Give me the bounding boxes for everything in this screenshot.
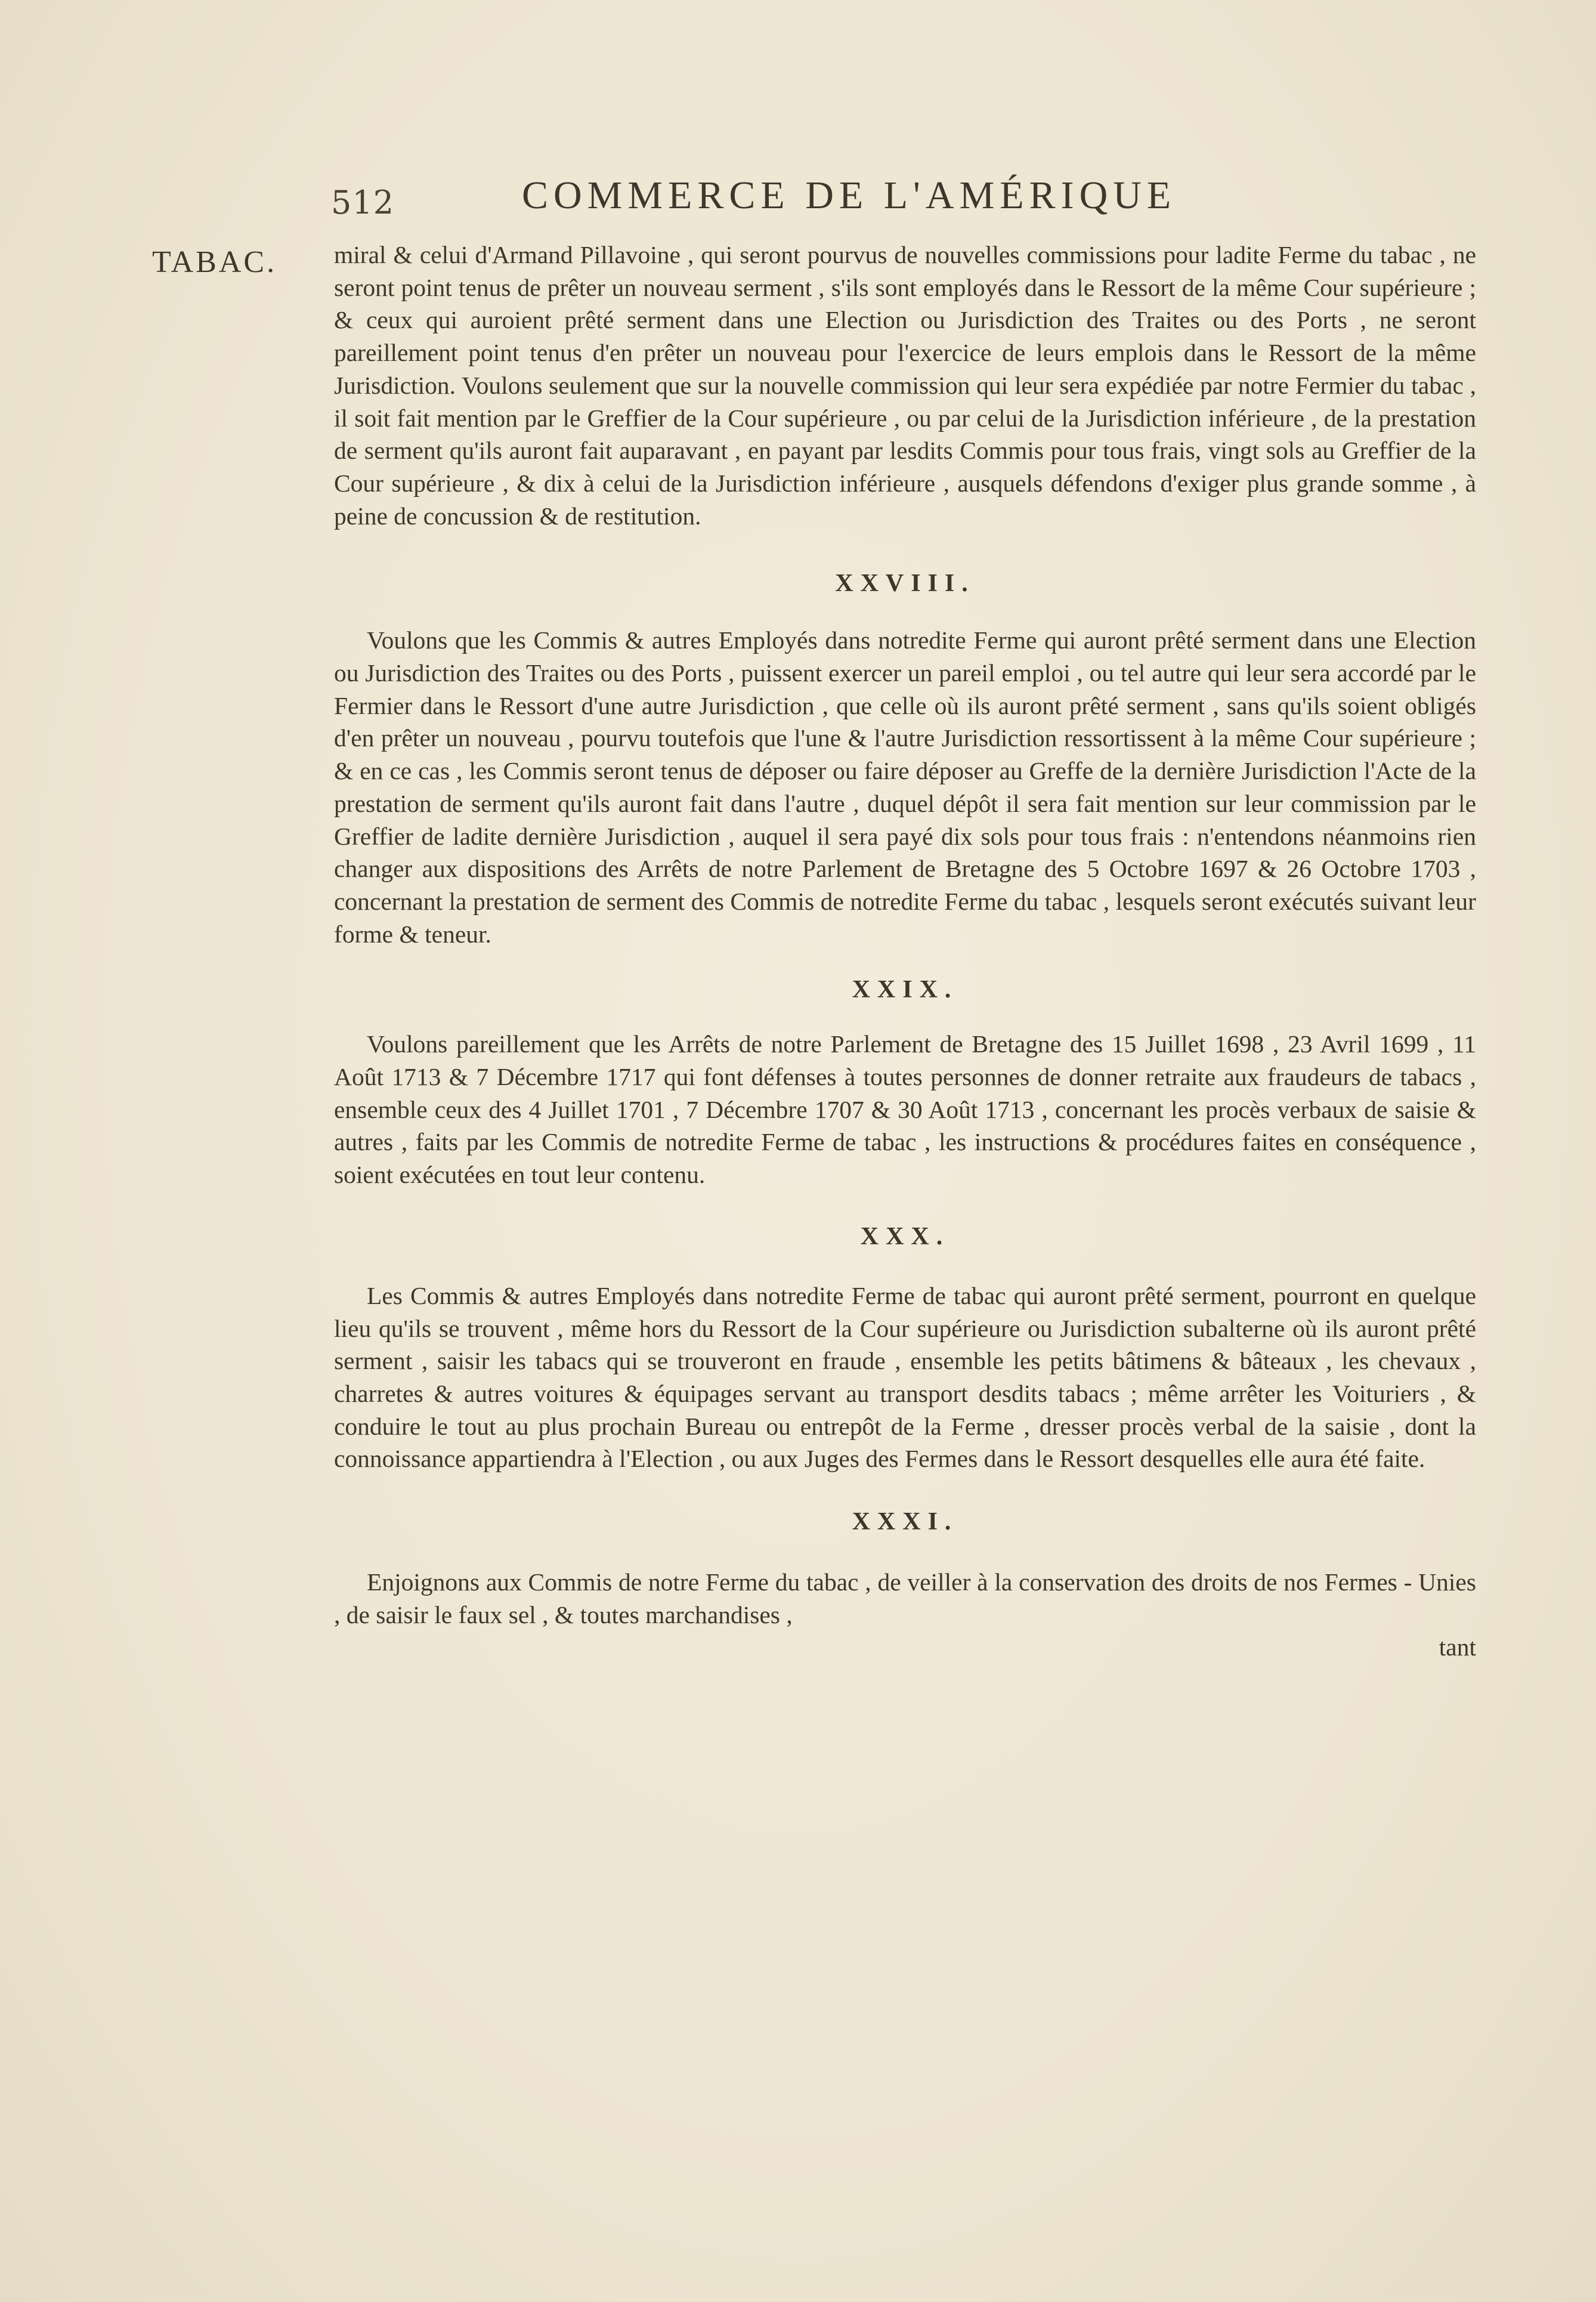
article-text-xxxi: Enjoignons aux Commis de notre Ferme du tabac , de veiller à la conservation des droits de nos Fermes - Unies , de saisir le faux sel , & toutes marchandises , [334, 1568, 1476, 1629]
body-text [334, 239, 1476, 1661]
margin-note: TABAC. [152, 245, 277, 279]
running-title: COMMERCE DE L'AMÉRIQUE [522, 174, 1177, 217]
article-text-xxviii: Voulons que les Commis & autres Employés dans notredite Ferme qui auront prêté serment dans une Election ou Jurisdiction des Traites ou des Ports , puissent exercer un pareil emploi , ou tel autre qui leur sera accordé par le Fermier dans le Ressort d'une autre Jurisdiction , que celle où ils auront prêté serment , sans qu'ils soient obligés d'en prêter un nouveau , pourvu toutefois que l'une & l'autre Jurisdiction ressortissent à la même Cour supérieure ; & en ce cas , les Commis seront tenus de déposer ou faire déposer au Greffe de la dernière Jurisdiction l'Acte de la prestation de serment qu'ils auront fait dans l'autre , duquel dépôt il sera fait mention sur leur commission par le Greffier de ladite dernière Jurisdiction , auquel il sera payé dix sols pour tous frais : n'entendons néanmoins rien changer aux dispositions des Arrêts de notre Parlement de Bretagne des 5 Octobre 1697 & 26 Octobre 1703 , concernant la prestation de serment des Commis de notredite Ferme du tabac , lesquels seront exécutés suivant leur forme & teneur. [334, 626, 1476, 948]
article-heading-xxix: XXIX. [852, 976, 958, 1004]
catchword: tant [1439, 1633, 1476, 1661]
continued-paragraph: miral & celui d'Armand Pillavoine , qui seront pourvus de nouvelles commissions pour ladite Ferme du tabac , ne seront point tenus de prêter un nouveau serment , s'ils sont employés dans le Ressort de la même Cour supérieure ; & ceux qui auroient prêté serment dans une Election ou Jurisdiction des Traites ou des Ports , ne seront pareillement point tenus d'en prêter un nouveau pour l'exercice de leurs emplois dans le Ressort de la même Jurisdiction. Voulons seulement que sur la nouvelle commission qui leur sera expédiée par notre Fermier du tabac , il soit fait mention par le Greffier de la Cour supérieure , ou par celui de la Jurisdiction inférieure , de la prestation de serment qu'ils auront fait auparavant , en payant par lesdits Commis pour tous frais, vingt sols au Greffier de la Cour supérieure , & dix à celui de la Jurisdiction inférieure , ausquels défendons d'exiger plus grande somme , à peine de concussion & de restitution. [334, 241, 1476, 530]
article-text-xxx: Les Commis & autres Employés dans notredite Ferme de tabac qui auront prêté serment, pourront en quelque lieu qu'ils se trouvent , même hors du Ressort de la Cour supérieure ou Jurisdiction subalterne où ils auront prêté serment , saisir les tabacs qui se trouveront en fraude , ensemble les petits bâtimens & bâteaux , les chevaux , charretes & autres voitures & équipages servant au transport desdits tabacs ; même arrêter les Voituriers , & conduire le tout au plus prochain Bureau ou entrepôt de la Ferme , dresser procès verbal de la saisie , dont la connoissance appartiendra à l'Election , ou aux Juges des Fermes dans le Ressort desquelles elle aura été faite. [334, 1281, 1476, 1473]
article-heading-xxx: XXX. [860, 1222, 950, 1250]
article-heading-xxxi: XXXI. [852, 1508, 958, 1536]
article-heading-xxviii: XXVIII. [835, 570, 975, 598]
page-header [331, 173, 1381, 227]
page-number: 512 [331, 184, 395, 221]
article-text-xxix: Voulons pareillement que les Arrêts de notre Parlement de Bretagne des 15 Juillet 1698 , 23 Avril 1699 , 11 Août 1713 & 7 Décembre 1717 qui font défenses à toutes personnes de donner retraite aux fraudeurs de tabacs , ensemble ceux des 4 Juillet 1701 , 7 Décembre 1707 & 30 Août 1713 , concernant les procès verbaux de saisie & autres , faits par les Commis de notredite Ferme de tabac , les instructions & procédures faites en conséquence , soient exécutées en tout leur contenu. [334, 1030, 1476, 1189]
